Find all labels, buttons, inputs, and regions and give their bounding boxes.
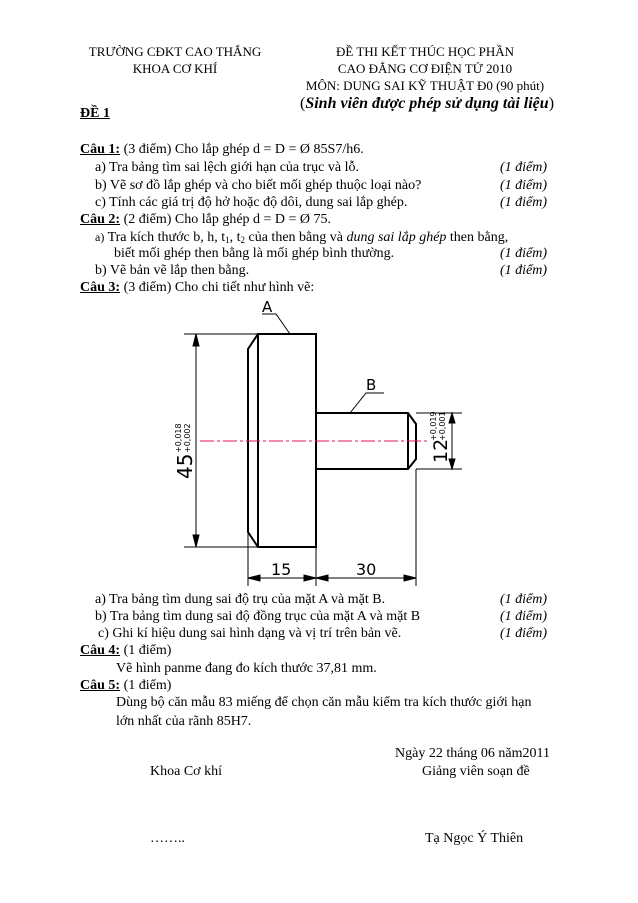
- q3-points-a: (1 điểm): [500, 592, 548, 607]
- q1-points-b: (1 điểm): [500, 178, 548, 193]
- q1-points-c: (1 điểm): [500, 195, 548, 210]
- q3-points-b: (1 điểm): [500, 609, 548, 624]
- diameter-12-tol-lower: +0,001: [438, 411, 447, 441]
- lecturer-name: Tạ Ngọc Ý Thiên: [425, 831, 524, 846]
- q2-points-a: (1 điểm): [500, 246, 548, 261]
- q3-item-b: b) Tra bảng tìm dung sai độ đồng trục của mặt A và mặt B: [95, 609, 421, 624]
- surface-b-label: B: [366, 376, 377, 394]
- faculty-signature-name: ……..: [150, 831, 185, 846]
- q3-heading: Câu 3: (3 điểm) Cho chi tiết như hình vẽ:: [80, 280, 315, 295]
- subject-name: MÔN: DUNG SAI KỸ THUẬT Đ0 (90 phút): [305, 78, 545, 93]
- exam-code: ĐỀ 1: [80, 106, 110, 121]
- open-book-note: (Sinh viên được phép sử dụng tài liệu): [300, 95, 555, 112]
- q2-heading: Câu 2: (2 điểm) Cho lắp ghép d = D = Ø 75.: [80, 212, 332, 227]
- q4-heading: Câu 4: (1 điểm): [80, 643, 172, 658]
- program-name: CAO ĐẲNG CƠ ĐIỆN TỬ 2010: [337, 61, 513, 76]
- q2-item-b: b) Vẽ bản vẽ lắp then bằng.: [95, 263, 250, 278]
- q5-body-line1: Dùng bộ căn mẫu 83 miếng để chọn căn mẫu kiểm tra kích thước giới hạn: [116, 695, 532, 710]
- school-name: TRƯỜNG CĐKT CAO THẮNG: [88, 44, 262, 59]
- q1-points-a: (1 điểm): [500, 160, 548, 175]
- surface-a-label: A: [262, 298, 273, 316]
- q1-heading: Câu 1: (3 điểm) Cho lắp ghép d = D = Ø 85S7/h6.: [80, 142, 364, 157]
- q5-body-line2: lớn nhất của rãnh 85H7.: [116, 714, 252, 729]
- lecturer-signature-title: Giảng viên soạn đề: [422, 764, 530, 779]
- q3-points-c: (1 điểm): [500, 626, 548, 641]
- length-30-value: 30: [356, 560, 377, 579]
- leader-lines: [262, 314, 384, 413]
- q1-item-a: a) Tra bảng tìm sai lệch giới hạn của trục và lỗ.: [95, 160, 360, 175]
- q2-item-a-line2: biết mối ghép then bằng là mối ghép bình thường.: [114, 246, 395, 261]
- faculty-name: KHOA CƠ KHÍ: [132, 61, 218, 76]
- q2-item-a: a) Tra kích thước b, h, t1, t2 của then bằng và dung sai lắp ghép then bằng,: [95, 230, 509, 245]
- diameter-45-value: 45: [173, 453, 197, 479]
- q4-body: Vẽ hình panme đang đo kích thước 37,81 mm.: [116, 661, 377, 676]
- exam-title: ĐỀ THI KẾT THÚC HỌC PHẦN: [335, 44, 515, 59]
- q5-heading: Câu 5: (1 điểm): [80, 678, 172, 693]
- q1-item-c: c) Tính các giá trị độ hở hoặc độ dôi, dung sai lắp ghép.: [95, 195, 408, 210]
- diameter-45-tol-upper: +0,018: [174, 423, 183, 453]
- diameter-12-dim: [429, 411, 452, 463]
- q3-item-c: c) Ghi kí hiệu dung sai hình dạng và vị trí trên bản vẽ.: [98, 626, 402, 641]
- diameter-12-value: 12: [430, 438, 452, 463]
- faculty-signature-title: Khoa Cơ khí: [150, 764, 222, 779]
- diameter-45-tol-lower: +0,002: [183, 423, 192, 453]
- extension-lines: [184, 334, 462, 586]
- q3-item-a: a) Tra bảng tìm dung sai độ trụ của mặt A và mặt B.: [95, 592, 386, 607]
- diameter-12-tol-upper: +0,019: [429, 411, 438, 441]
- q1-item-b: b) Vẽ sơ đồ lắp ghép và cho biết mối ghép thuộc loại nào?: [95, 178, 422, 193]
- diameter-45-dim: [173, 423, 197, 479]
- length-15-value: 15: [271, 560, 292, 579]
- q2-points-b: (1 điểm): [500, 263, 548, 278]
- exam-date: Ngày 22 tháng 06 năm2011: [395, 746, 551, 761]
